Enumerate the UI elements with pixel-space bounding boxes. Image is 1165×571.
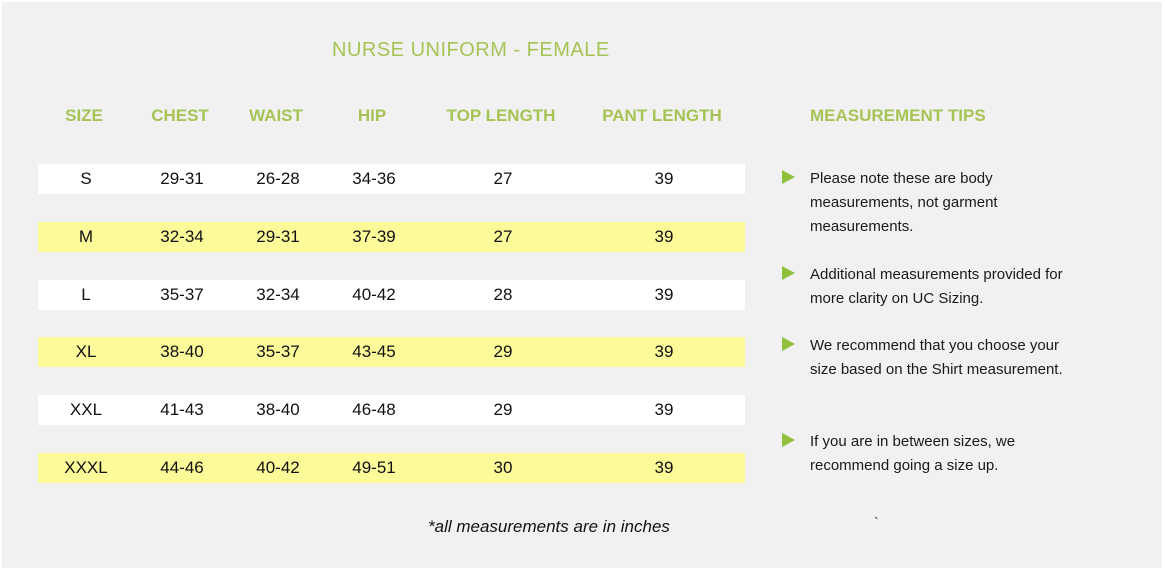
cell-pant-length: 39: [654, 227, 674, 246]
table-row: [38, 453, 745, 483]
cell-top-length: 27: [493, 169, 513, 188]
table-row: [38, 280, 745, 310]
cell-waist: 40-42: [256, 458, 300, 477]
cell-pant-length: 39: [654, 169, 674, 188]
cell-top-length: 29: [493, 342, 513, 361]
header-chest: CHEST: [151, 106, 209, 125]
header-hip: HIP: [357, 106, 387, 125]
cell-size: XXL: [69, 400, 103, 419]
units-footnote: *all measurements are in inches: [428, 517, 670, 536]
table-row: [38, 395, 745, 425]
cell-pant-length: 39: [654, 342, 674, 361]
tip-text: We recommend that you choose your size based on the Shirt measurement.: [810, 337, 1063, 378]
triangle-right-icon: [782, 266, 795, 280]
header-size: SIZE: [65, 106, 103, 125]
cell-waist: 29-31: [256, 227, 300, 246]
cell-size: S: [80, 169, 92, 188]
cell-pant-length: 39: [654, 458, 674, 477]
table-row: [38, 337, 745, 367]
tip-text: Additional measurements provided for more clarity on UC Sizing.: [810, 266, 1063, 307]
cell-chest: 29-31: [160, 169, 204, 188]
cell-hip: 43-45: [352, 342, 396, 361]
cell-chest: 32-34: [160, 227, 204, 246]
cell-hip: 34-36: [352, 169, 396, 188]
cell-waist: 38-40: [256, 400, 300, 419]
cell-chest: 38-40: [160, 342, 204, 361]
triangle-right-icon: [782, 170, 795, 184]
cell-pant-length: 39: [654, 400, 674, 419]
cell-top-length: 28: [493, 285, 513, 304]
header-top-length: TOP LENGTH: [446, 106, 556, 125]
header-waist: WAIST: [249, 106, 303, 125]
table-row: [38, 164, 745, 194]
cell-chest: 35-37: [160, 285, 204, 304]
chart-title: NURSE UNIFORM - FEMALE: [332, 39, 610, 61]
cell-top-length: 27: [493, 227, 513, 246]
cell-waist: 35-37: [256, 342, 300, 361]
cell-size: XL: [75, 342, 97, 361]
table-row: [38, 222, 745, 252]
cell-size: XXXL: [64, 458, 108, 477]
tip-text: Please note these are body measurements, not garment measurements.: [810, 170, 998, 235]
cell-chest: 41-43: [160, 400, 204, 419]
triangle-right-icon: [782, 337, 795, 351]
cell-top-length: 29: [493, 400, 513, 419]
triangle-right-icon: [782, 433, 795, 447]
cell-top-length: 30: [493, 458, 513, 477]
stray-mark: `: [874, 514, 879, 530]
tip-text: If you are in between sizes, we recommend going a size up.: [810, 433, 1016, 474]
cell-hip: 37-39: [352, 227, 396, 246]
cell-waist: 32-34: [256, 285, 300, 304]
header-pant-length: PANT LENGTH: [602, 106, 722, 125]
cell-hip: 40-42: [352, 285, 396, 304]
cell-hip: 46-48: [352, 400, 396, 419]
size-chart: [2, 2, 1162, 568]
cell-pant-length: 39: [654, 285, 674, 304]
cell-size: L: [81, 285, 91, 304]
tips-heading: MEASUREMENT TIPS: [810, 106, 986, 125]
cell-size: M: [78, 227, 94, 246]
cell-hip: 49-51: [352, 458, 396, 477]
cell-waist: 26-28: [256, 169, 300, 188]
cell-chest: 44-46: [160, 458, 204, 477]
